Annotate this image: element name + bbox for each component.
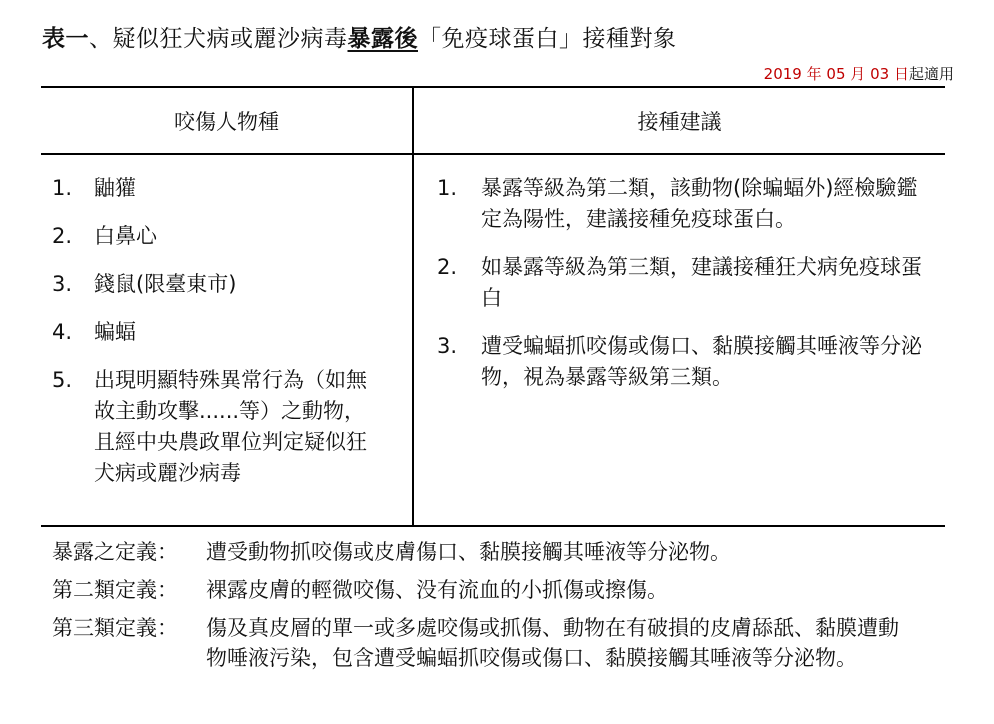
definition-row: [52, 613, 932, 673]
list-item: [52, 365, 397, 489]
item-text: 錢鼠(限臺東市): [94, 272, 237, 296]
item-text: 暴露等級為第二類，該動物(除蝙蝠外)經檢驗鑑定為陽性，建議接種免疫球蛋白。: [481, 176, 918, 231]
effective-day: 03: [870, 65, 890, 83]
title-emphasis: 暴露後: [347, 26, 418, 52]
item-number: 3.: [437, 334, 458, 358]
item-number: 3.: [52, 272, 73, 296]
column-header-species: 咬傷人物種: [174, 110, 279, 134]
item-text: 遭受蝙蝠抓咬傷或傷口、黏膜接觸其唾液等分泌物，視為暴露等級第三類。: [481, 334, 922, 389]
item-text: 出現明顯特殊異常行為（如無故主動攻擊......等）之動物，且經中央農政單位判定疑似狂犬病或麗沙病毒: [94, 368, 367, 485]
item-number: 1.: [52, 176, 73, 200]
table-number: 表一: [42, 26, 89, 52]
recommendation-list: [437, 173, 927, 393]
definition-row: [52, 575, 932, 605]
definition-text: 遭受動物抓咬傷或皮膚傷口、黏膜接觸其唾液等分泌物。: [206, 540, 731, 564]
table-bottom-border: [41, 525, 945, 527]
item-text: 鼬獾: [94, 176, 136, 200]
table-column-divider: [412, 87, 414, 527]
effective-date: [764, 63, 954, 84]
list-item: [52, 221, 397, 252]
effective-month-unit: 月: [850, 65, 866, 83]
item-text: 蝙蝠: [94, 320, 136, 344]
list-item: [52, 317, 397, 348]
item-text: 白鼻心: [94, 224, 157, 248]
effective-month: 05: [826, 65, 846, 83]
definition-row: [52, 537, 932, 567]
definition-label: 暴露之定義：: [52, 540, 178, 564]
item-number: 4.: [52, 320, 73, 344]
title-suffix: 「免疫球蛋白」接種對象: [418, 26, 677, 52]
item-number: 5.: [52, 368, 73, 392]
item-text: 如暴露等級為第三類，建議接種狂犬病免疫球蛋白: [481, 255, 922, 310]
list-item: [437, 252, 927, 314]
definition-text: 傷及真皮層的單一或多處咬傷或抓傷、動物在有破損的皮膚舔舐、黏膜遭動物唾液污染，包含遭受蝙蝠抓咬傷或傷口、黏膜接觸其唾液等分泌物。: [206, 616, 899, 670]
definitions: [52, 537, 932, 681]
item-number: 2.: [52, 224, 73, 248]
list-item: [52, 173, 397, 204]
list-item: [437, 173, 927, 235]
column-header-recommendation: 接種建議: [637, 110, 722, 134]
definition-label: 第三類定義：: [52, 616, 178, 640]
item-number: 2.: [437, 255, 458, 279]
effective-day-unit: 日: [893, 65, 909, 83]
document-title: [42, 20, 677, 53]
definition-text: 裸露皮膚的輕微咬傷、没有流血的小抓傷或擦傷。: [206, 578, 668, 602]
table-header-divider: [41, 153, 945, 155]
list-item: [437, 331, 927, 393]
effective-suffix: 起適用: [908, 65, 954, 83]
list-item: [52, 269, 397, 300]
species-list: [52, 173, 397, 489]
definition-label: 第二類定義：: [52, 578, 178, 602]
effective-year: 2019: [763, 65, 802, 83]
effective-year-unit: 年: [806, 65, 822, 83]
item-number: 1.: [437, 176, 458, 200]
table-top-border: [41, 86, 945, 88]
title-text: 、疑似狂犬病或麗沙病毒: [89, 26, 348, 52]
